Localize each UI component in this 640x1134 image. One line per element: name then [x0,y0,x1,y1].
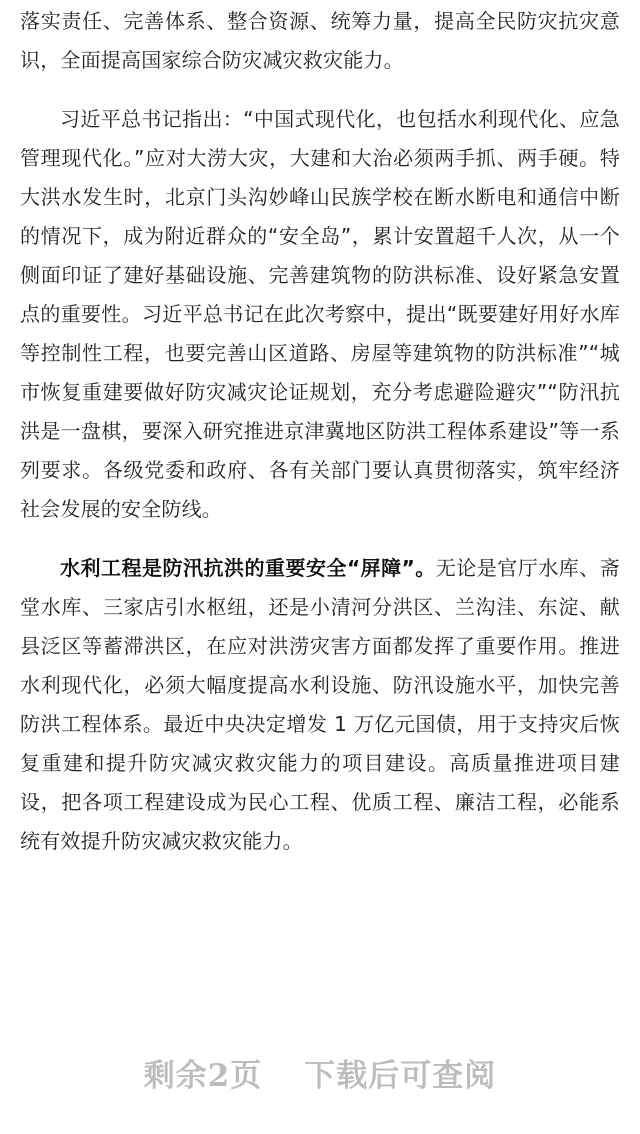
paragraph-2: 习近平总书记指出：“中国式现代化，也包括水利现代化、应急管理现代化。”应对大涝大灾，大建和大治必须两手抓、两手硬。特大洪水发生时，北京门头沟妙峰山民族学校在断水断电和通信中断的情况下，成为附近群众的“安全岛”，累计安置超千人次，从一个侧面印证了建好基础设施、完善建筑物的防洪标准、设好紧急安置点的重要性。习近平总书记在此次考察中，提出“既要建好用好水库等控制性工程，也要完善山区道路、房屋等建筑物的防洪标准”“城市恢复重建要做好防灾减灾论证规划，充分考虑避险避灾”“防汛抗洪是一盘棋，要深入研究推进京津冀地区防洪工程体系建设”等一系列要求。各级党委和政府、各有关部门要认真贯彻落实，筑牢经济社会发展的安全防线。 [20,107,620,521]
paragraph-3 [20,549,620,861]
paragraph-1: 落实责任、完善体系、整合资源、统筹力量，提高全民防灾抗灾意识，全面提高国家综合防灾减灾救灾能力。 [20,9,620,72]
paragraph-3-text: 无论是官厅水库、斋堂水库、三家店引水枢纽，还是小清河分洪区、兰沟洼、东淀、献县泛区等蓄滞洪区，在应对洪涝灾害方面都发挥了重要作用。推进水利现代化，必须大幅度提高水利设施、防汛设施水平，加快完善防洪工程体系。最近中央决定增发 1 万亿元国债，用于支持灾后恢复重建和提升防灾减灾救灾能力的项目建设。高质量推进项目建设，把各项工程建设成为民心工程、优质工程、廉洁工程，必能系统有效提升防灾减灾救灾能力。 [20,556,620,853]
download-prompt[interactable] [0,1050,640,1095]
download-hint-label: 下载后可查阅 [304,1058,497,1094]
remaining-pages-label: 剩余2页 [143,1058,263,1094]
article-body [20,0,620,861]
paragraph-3-heading: 水利工程是防汛抗洪的重要安全“屏障”。 [60,556,436,580]
